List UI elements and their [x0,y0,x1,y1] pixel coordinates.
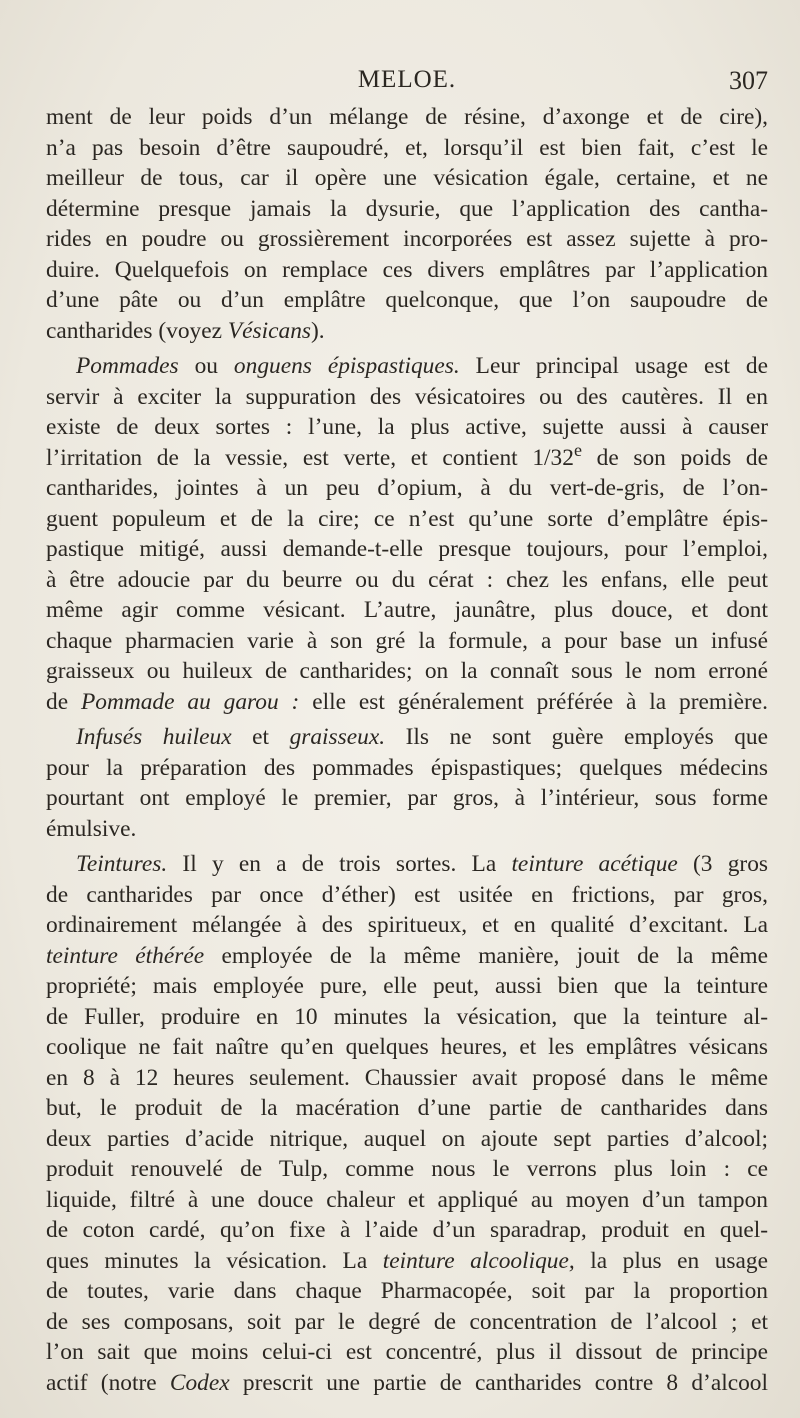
text-line: rides en poudre ou grossièrement incorporées est assez sujette à pro- [46,226,768,252]
text-line: pastique mitigé, aussi demande-t-elle presque toujours, pour l’emploi, [46,536,768,562]
text-line: produit renouvelé de Tulp, comme nous le verrons plus loin : ce [46,1156,768,1182]
text-line: n’a pas besoin d’être saupoudré, et, lorsqu’il est bien fait, c’est le [46,134,768,161]
text-line: ques minutes la vésication. La teinture alcoolique, la plus en usage [46,1247,768,1274]
text-line: meilleur de tous, car il opère une vésication égale, certaine, et ne [46,165,768,191]
text-line: deux parties d’acide nitrique, auquel on ajoute sept parties d’alcool; [46,1125,768,1152]
text-line: en 8 à 12 heures seulement. Chaussier avait proposé dans le même [46,1064,768,1091]
text-line: même agir comme vésicant. L’autre, jaunâtre, plus douce, et dont [46,597,768,623]
text-line: d’une pâte ou d’un emplâtre quelconque, que l’on saupoudre de [46,287,768,313]
text-line: de coton cardé, qu’on fixe à l’aide d’un sparadrap, produit en quel- [46,1217,768,1243]
text-line: Infusés huileux et graisseux. Ils ne sont guère employés que [76,724,768,750]
text-line: propriété; mais employée pure, elle peut, aussi bien que la teinture [46,973,768,999]
text-line: pourtant ont employé le premier, par gros, à l’intérieur, sous forme [46,785,768,811]
text-line: servir à exciter la suppuration des vésicatoires ou des cautères. Il en [46,383,768,410]
text-line: Pommades ou onguens épispastiques. Leur principal usage est de [76,353,768,379]
text-line: guent populeum et de la cire; ce n’est qu’une sorte d’emplâtre épis- [46,505,768,532]
text-line: chaque pharmacien varie à son gré la formule, a pour base un infusé [46,627,768,654]
text-line: coolique ne fait naître qu’en quelques heures, et les emplâtres vésicans [46,1034,768,1060]
text-line: de ses composans, soit par le degré de concentration de l’alcool ; et [46,1308,768,1335]
text-line: cantharides (voyez Vésicans). [46,317,325,344]
text-line: l’irritation de la vessie, est verte, et contient 1/32e de son poids de [46,442,768,471]
text-line: ment de leur poids d’un mélange de résine, d’axonge et de cire), [46,104,768,130]
text-line: but, le produit de la macération d’une partie de cantharides dans [46,1095,768,1121]
text-line: l’on sait que moins celui-ci est concentré, plus il dissout de principe [46,1339,768,1365]
text-line: de cantharides par once d’éther) est usitée en frictions, par gros, [46,881,768,908]
text-line: détermine presque jamais la dysurie, que l’application des cantha- [46,195,768,222]
text-line: liquide, filtré à une douce chaleur et appliqué au moyen d’un tampon [46,1186,768,1213]
body-text [46,102,768,1398]
page-header-title: MELOE. [357,66,457,93]
text-line: duire. Quelquefois on remplace ces divers emplâtres par l’application [46,256,768,283]
text-line: ordinairement mélangée à des spiritueux, et en qualité d’excitant. La [46,912,768,938]
text-line: à être adoucie par du beurre ou du cérat : chez les enfans, elle peut [46,566,768,593]
page-number: 307 [729,66,768,95]
text-line: de toutes, varie dans chaque Pharmacopée, soit par la proportion [46,1278,768,1304]
text-line: Teintures. Il y en a de trois sortes. La teinture acétique (3 gros [76,851,768,877]
text-line: de Pommade au garou : elle est généralement préférée à la première. [46,688,768,715]
text-line: actif (notre Codex prescrit une partie de cantharides contre 8 d’alcool [46,1369,768,1396]
text-line: teinture éthérée employée de la même manière, jouit de la même [46,942,768,969]
text-line: émulsive. [46,815,137,842]
text-line: existe de deux sortes : l’une, la plus active, sujette aussi à causer [46,414,768,440]
running-head [46,66,768,100]
text-line: pour la préparation des pommades épispastiques; quelques médecins [46,754,768,781]
text-line: de Fuller, produire en 10 minutes la vésication, que la teinture al- [46,1003,768,1030]
text-line: cantharides, jointes à un peu d’opium, à du vert-de-gris, de l’on- [46,475,768,501]
text-line: graisseux ou huileux de cantharides; on la connaît sous le nom erroné [46,658,768,684]
